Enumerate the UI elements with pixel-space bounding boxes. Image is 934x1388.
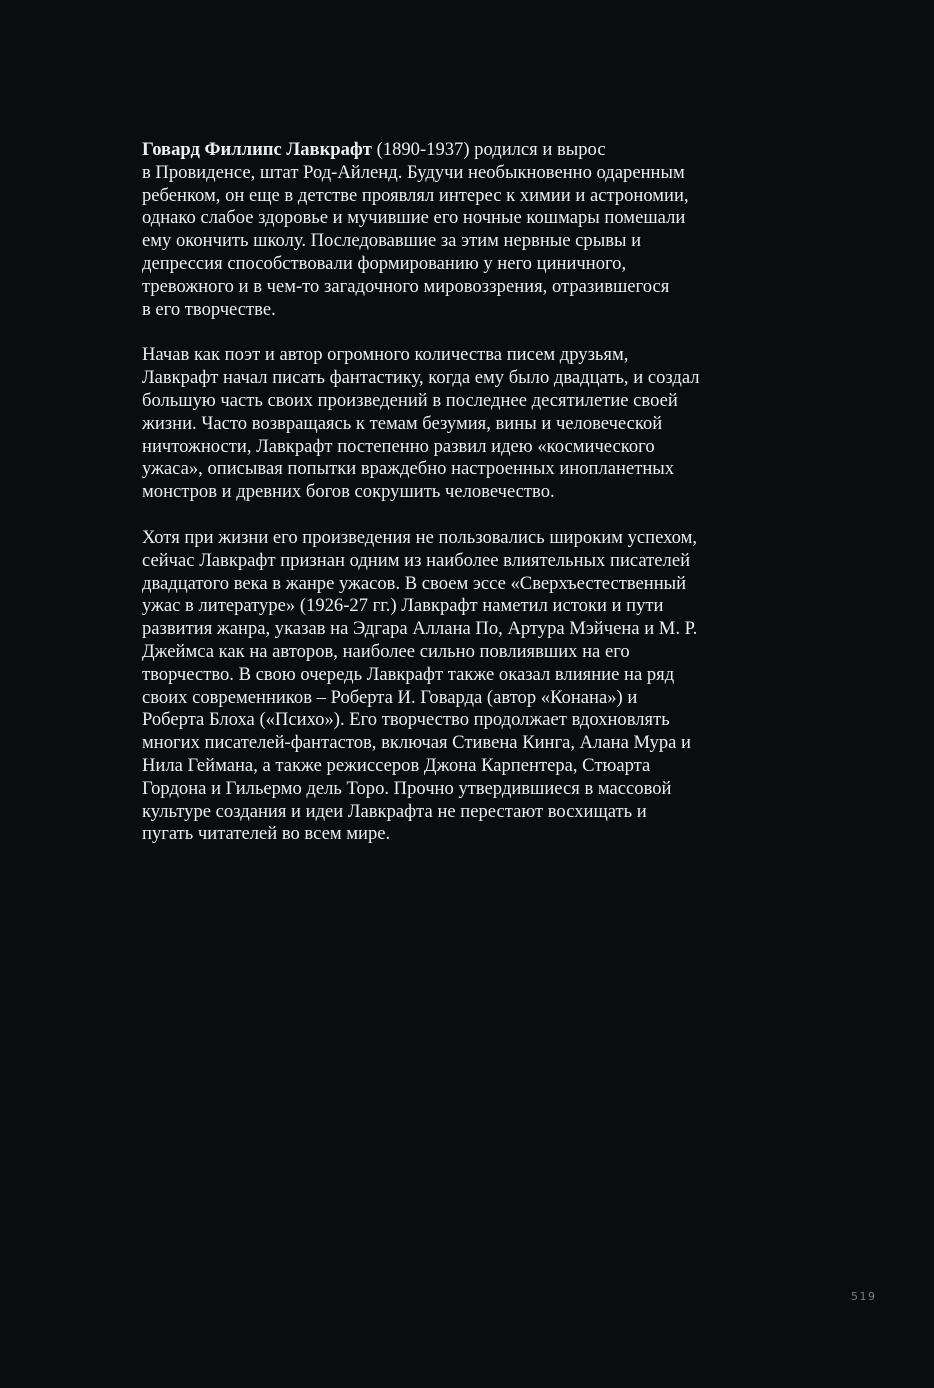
text-line: однако слабое здоровье и мучившие его ночные кошмары помешали [142,207,686,229]
text-line: Нила Геймана, а также режиссеров Джона Карпентера, Стюарта [142,754,651,776]
page-number: 519 [851,1290,877,1303]
text-line: культуре создания и идеи Лавкрафта не перестают восхищать и [142,800,647,822]
text-line: в Провиденсе, штат Род-Айленд. Будучи необыкновенно одаренным [142,161,685,183]
text-line: в его творчестве. [142,298,276,320]
text-line: своих современников – Роберта И. Говарда (автор «Конана») и [142,686,638,708]
text-line: жизни. Часто возвращаясь к темам безумия, вины и человеческой [142,412,663,434]
text-line: двадцатого века в жанре ужасов. В своем эссе «Сверхъестественный [142,572,687,594]
paragraph-biography [142,139,792,321]
text-line [142,139,792,162]
text-line-rest: (1890-1937) родился и вырос [371,139,606,160]
text-line: ему окончить школу. Последовавшие за этим нервные срывы и [142,230,642,252]
text-line: ничтожности, Лавкрафт постепенно развил идею «космического [142,435,655,457]
text-line: депрессия способствовали формированию у него циничного, [142,252,627,274]
paragraph-legacy [142,527,792,846]
text-line: ужаса», описывая попытки враждебно настроенных инопланетных [142,458,675,480]
text-line: Гордона и Гильермо дель Торо. Прочно утвердившиеся в массовой [142,777,672,799]
text-line: ужас в литературе» (1926-27 гг.) Лавкрафт наметил истоки и пути [142,595,664,617]
text-line: пугать читателей во всем мире. [142,823,391,845]
text-line: Джеймса как на авторов, наиболее сильно повлиявших на его [142,640,630,662]
text-line: Хотя при жизни его произведения не пользовались широким успехом, [142,526,698,548]
text-line: большую часть своих произведений в последнее десятилетие своей [142,389,678,411]
text-line: монстров и древних богов сокрушить человечество. [142,481,555,503]
paragraph-career [142,344,792,504]
text-line: Роберта Блоха («Психо»). Его творчество продолжает вдохновлять [142,709,670,731]
text-line: сейчас Лавкрафт признан одним из наиболее влиятельных писателей [142,549,691,571]
text-line: развития жанра, указав на Эдгара Аллана По, Артура Мэйчена и М. Р. [142,618,698,640]
body-text [142,139,792,869]
text-line: ребенком, он еще в детстве проявлял интерес к химии и астрономии, [142,184,689,206]
text-line: Лавкрафт начал писать фантастику, когда ему было двадцать, и создал [142,367,700,389]
text-line: Начав как поэт и автор огромного количества писем друзьям, [142,344,629,366]
text-line: творчество. В свою очередь Лавкрафт также оказал влияние на ряд [142,663,675,685]
text-line: многих писателей-фантастов, включая Стивена Кинга, Алана Мура и [142,732,691,754]
author-name: Говард Филлипс Лавкрафт [142,139,372,160]
text-line: тревожного и в чем-то загадочного мировоззрения, отразившегося [142,275,670,297]
